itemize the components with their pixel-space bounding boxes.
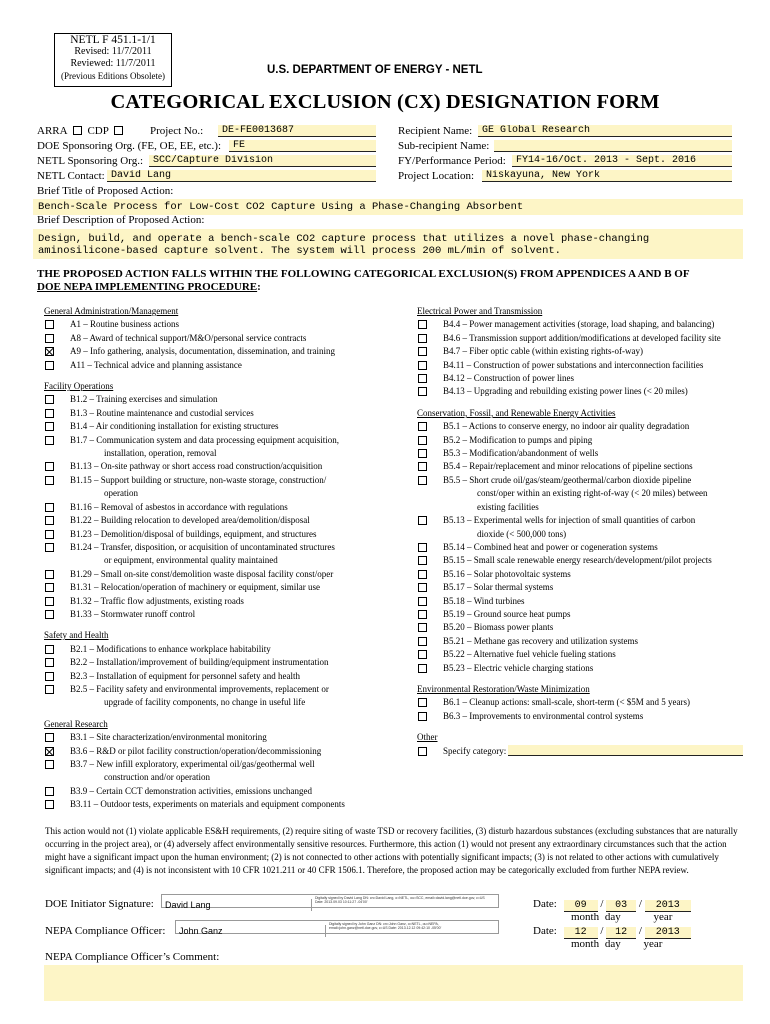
subrecipient-label: Sub-recipient Name: [398, 140, 490, 152]
cx-item [44, 745, 410, 758]
cx-item [44, 683, 410, 710]
cx-item [417, 359, 747, 372]
cx-item-label: B1.23 – Demolition/disposal of buildings, equipment, and structures [70, 528, 317, 539]
cx-checkbox[interactable] [418, 556, 427, 565]
cx-checkbox[interactable] [45, 597, 54, 606]
initiator-date-day[interactable]: 03 [606, 900, 636, 912]
cx-item-label: B5.2 – Modification to pumps and piping [443, 434, 593, 445]
initiator-sig-label: DOE Initiator Signature: [45, 898, 154, 910]
cx-item [417, 372, 747, 385]
cx-checkbox[interactable] [418, 476, 427, 485]
cx-item [417, 568, 747, 581]
cx-item [417, 608, 747, 621]
other-label: Specify category: [443, 745, 507, 756]
cx-checkbox[interactable] [418, 436, 427, 445]
cx-checkbox[interactable] [418, 361, 427, 370]
cx-item-label: B6.3 – Improvements to environmental control systems [443, 710, 644, 721]
date-slash: / [600, 898, 604, 910]
cx-item-label: B5.18 – Wind turbines [443, 595, 525, 606]
list-facility-ops [44, 393, 410, 621]
cx-item-label: B4.13 – Upgrading and rebuilding existing power lines (< 20 miles) [443, 386, 688, 397]
cx-item-label: B4.6 – Transmission support addition/modifications at developed facility site [443, 332, 721, 343]
date2-legend [571, 938, 662, 950]
cx-item [44, 656, 410, 669]
cx-item-continuation: upgrade of facility components, no change in useful life [104, 697, 306, 708]
cx-item-label: B3.6 – R&D or pilot facility construction/operation/decommissioning [70, 745, 322, 756]
fy-label: FY/Performance Period: [398, 155, 506, 167]
project-no-label: Project No.: [149, 125, 204, 137]
cx-checkbox[interactable] [45, 583, 54, 592]
cx-checkbox[interactable] [45, 422, 54, 431]
cx-checkbox[interactable] [45, 516, 54, 525]
cx-item-continuation: existing facilities [477, 501, 539, 512]
revised-date: Revised: 11/7/2011 [74, 46, 152, 57]
initiator-signature-meta: Digitally signed by David Lang DN: cn=David Lang, o=NETL, ou=SCC, email=david.lang@netl.doe.gov, c=US Date: 2013.09.03 10:11:27 -04'00' [315, 896, 485, 904]
year-caption: year [653, 911, 673, 923]
cx-checkbox[interactable] [418, 637, 427, 646]
comment-label: NEPA Compliance Officer’s Comment: [45, 951, 220, 963]
cx-heading-line2: DOE NEPA IMPLEMENTING PROCEDURE [37, 281, 258, 293]
initiator-date-label: Date: [533, 898, 557, 910]
cx-item [417, 460, 747, 473]
section-general-research: General Research [44, 718, 108, 729]
exclusion-statement: This action would not (1) violate applicable ES&H requirements, (2) require siting of waste TSD or recovery facilities, (3) disturb hazardous substances (excluding substances that are naturally occurring in the project area), or (4) adversely affect environmentally sensitive resources. Furthermore, this action (1) would not present any extraordinary circumstances such that the action might have a significant impact upon the human environment; (2) is not connected to other actions with potentially significant impacts; (3) is not related to other actions with cumulatively significant impacts; and (4) is not inconsistent with 10 CFR 1021.211 or 40 CFR 1506.1. Therefore, the proposed action may be categorically excluded from further NEPA review. [45, 826, 738, 875]
cx-item-label: B1.13 – On-site pathway or short access road construction/acquisition [70, 461, 323, 472]
cx-item-label: B4.4 – Power management activities (storage, load shaping, and balancing) [443, 319, 715, 330]
cx-item-continuation: const/oper within an existing right-of-way (< 20 miles) between [477, 488, 708, 499]
cx-item [417, 595, 747, 608]
location-label: Project Location: [398, 170, 475, 182]
cx-checkbox[interactable] [45, 334, 54, 343]
brief-desc-field[interactable]: Design, build, and operate a bench-scale CO2 capture process that utilizes a novel phase-changing aminosilicone-based capture solvent. The system will process 200 mL/min of solvent. [33, 229, 743, 259]
recipient-field[interactable]: GE Global Research [478, 125, 732, 137]
netl-contact-label: NETL Contact: [37, 170, 105, 182]
cx-item-label: A11 – Technical advice and planning assistance [70, 359, 242, 370]
location-field[interactable]: Niskayuna, New York [482, 170, 732, 182]
cx-item-label: B1.15 – Support building or structure, non-waste storage, construction/ [70, 474, 327, 485]
cx-item [417, 434, 747, 447]
cx-checkbox[interactable] [418, 320, 427, 329]
month-caption: month [571, 911, 600, 923]
right-column [417, 305, 747, 758]
cx-checkbox[interactable] [418, 422, 427, 431]
cx-item-continuation: or equipment, environmental quality maintained [104, 555, 278, 566]
netl-org-field[interactable]: SCC/Capture Division [149, 155, 376, 167]
cx-heading [37, 268, 690, 294]
list-electrical-power [417, 318, 747, 398]
left-column [44, 305, 410, 812]
cx-checkbox[interactable] [45, 747, 54, 756]
cx-item-label: B6.1 – Cleanup actions: small-scale, short-term (< $5M and 5 years) [443, 697, 691, 708]
cx-item-label: B1.7 – Communication system and data processing equipment acquisition, [70, 434, 339, 445]
cx-checkbox[interactable] [418, 583, 427, 592]
cx-checkbox[interactable] [45, 760, 54, 769]
cx-item-continuation: construction and/or operation [104, 772, 210, 783]
other-item [417, 745, 747, 758]
officer-date-row [533, 925, 691, 939]
cx-item-label: B2.3 – Installation of equipment for personnel safety and health [70, 670, 300, 681]
cx-item [44, 541, 410, 568]
cx-item-label: A1 – Routine business actions [70, 319, 179, 330]
cx-item-label: B5.3 – Modification/abandonment of wells [443, 448, 599, 459]
cx-item [417, 621, 747, 634]
cx-item-label: B2.5 – Facility safety and environmental improvements, replacement or [70, 683, 329, 694]
officer-signature-box[interactable] [175, 920, 499, 934]
cx-item [44, 581, 410, 594]
cx-item-label: B4.11 – Construction of power substations and interconnection facilities [443, 359, 704, 370]
initiator-date-month[interactable]: 09 [564, 900, 598, 912]
cdp-checkbox[interactable] [114, 126, 123, 135]
cx-checkbox[interactable] [45, 543, 54, 552]
cx-checkbox[interactable] [45, 685, 54, 694]
cx-item [44, 785, 410, 798]
cx-item [417, 385, 747, 398]
cx-item [44, 407, 410, 420]
officer-date-month[interactable]: 12 [564, 927, 598, 939]
section-electrical-power: Electrical Power and Transmission [417, 306, 543, 316]
cx-checkbox[interactable] [418, 543, 427, 552]
cx-checkbox[interactable] [45, 503, 54, 512]
netl-contact-field[interactable]: David Lang [107, 170, 376, 182]
cx-item-label: B3.1 – Site characterization/environmental monitoring [70, 732, 267, 743]
cx-item-label: B3.7 – New infill exploratory, experimental oil/gas/geothermal well [70, 759, 315, 769]
recipient-label: Recipient Name: [398, 125, 473, 137]
cx-item-label: B4.7 – Fiber optic cable (within existing rights-of-way) [443, 346, 643, 357]
cx-item-label: B1.22 – Building relocation to developed area/demolition/disposal [70, 515, 310, 526]
initiator-signature-name: David Lang [162, 899, 312, 911]
cx-item-label: B5.23 – Electric vehicle charging stations [443, 662, 594, 673]
initiator-signature-box[interactable] [161, 894, 499, 908]
cx-checkbox[interactable] [418, 597, 427, 606]
cx-item-label: B1.32 – Traffic flow adjustments, existing roads [70, 595, 244, 606]
agency-name: U.S. DEPARTMENT OF ENERGY - NETL [267, 64, 483, 76]
cx-item-label: B5.13 – Experimental wells for injection of small quantities of carbon [443, 515, 696, 526]
brief-title-label: Brief Title of Proposed Action: [37, 185, 174, 197]
cx-item [417, 662, 747, 675]
date1-legend [571, 911, 672, 923]
cx-item-label: B5.14 – Combined heat and power or cogeneration systems [443, 541, 658, 552]
cx-item [417, 420, 747, 433]
project-no-field[interactable]: DE-FE0013687 [218, 125, 376, 137]
list-environmental-restoration [417, 696, 747, 723]
cx-item-label: B5.22 – Alternative fuel vehicle fueling stations [443, 649, 616, 660]
arra-checkbox[interactable] [73, 126, 82, 135]
brief-desc-label: Brief Description of Proposed Action: [37, 214, 205, 226]
cx-checkbox[interactable] [418, 347, 427, 356]
cx-item [44, 460, 410, 473]
cx-item [44, 420, 410, 433]
list-general-admin [44, 318, 410, 372]
initiator-date-row [533, 898, 691, 912]
section-facility-ops: Facility Operations [44, 381, 114, 392]
subrecipient-field[interactable] [494, 140, 732, 152]
cx-item-label: B5.1 – Actions to conserve energy, no indoor air quality degradation [443, 421, 690, 432]
cx-checkbox[interactable] [45, 320, 54, 329]
cx-checkbox[interactable] [45, 570, 54, 579]
cx-heading-line1: THE PROPOSED ACTION FALLS WITHIN THE FOLLOWING CATEGORICAL EXCLUSION(S) FROM APPENDICES A AND B OF [37, 268, 690, 280]
cx-item-label: B1.31 – Relocation/operation of machinery or equipment, similar use [70, 582, 320, 593]
cx-item-label: B1.29 – Small on-site const/demolition waste disposal facility const/oper [70, 568, 334, 579]
brief-title-field[interactable]: Bench-Scale Process for Low-Cost CO2 Capture Using a Phase-Changing Absorbent [33, 199, 743, 215]
cx-item [44, 798, 410, 811]
form-id-box [54, 33, 172, 87]
list-general-research [44, 731, 410, 811]
cx-checkbox[interactable] [45, 436, 54, 445]
date-slash: / [638, 898, 642, 910]
cx-item [44, 643, 410, 656]
previous-editions-note: (Previous Editions Obsolete) [61, 71, 165, 81]
cx-checkbox[interactable] [418, 570, 427, 579]
cx-item-label: B5.16 – Solar photovoltaic systems [443, 568, 571, 579]
fy-field[interactable]: FY14-16/Oct. 2013 - Sept. 2016 [512, 155, 732, 167]
cx-item [417, 541, 747, 554]
cx-item [417, 648, 747, 661]
day-caption: day [604, 911, 621, 923]
section-other: Other [417, 732, 438, 743]
cx-item-label: B3.11 – Outdoor tests, experiments on materials and equipment components [70, 799, 345, 810]
cx-item [44, 568, 410, 581]
cx-checkbox[interactable] [45, 347, 54, 356]
cx-item-label: B5.21 – Methane gas recovery and utilization systems [443, 635, 638, 646]
cx-item [417, 581, 747, 594]
cx-item [44, 318, 410, 331]
cx-item-continuation: dioxide (< 500,000 tons) [477, 528, 567, 539]
cx-item [417, 345, 747, 358]
cx-item [44, 608, 410, 621]
other-checkbox[interactable] [418, 747, 427, 756]
cx-checkbox[interactable] [418, 516, 427, 525]
cx-item-label: B2.2 – Installation/improvement of building/equipment instrumentation [70, 657, 329, 668]
cx-heading-line2-wrap: DOE NEPA IMPLEMENTING PROCEDURE: [37, 281, 261, 293]
officer-signature-meta: Digitally signed by John Ganz DN: cn=John Ganz, o=NETL, ou=NEPA, email=john.ganz@netl.doe.gov, c=US Date: 2013.12.12 09:42:10 -05'00' [329, 922, 442, 930]
cx-checkbox[interactable] [418, 712, 427, 721]
date-slash: / [638, 925, 642, 937]
cx-checkbox[interactable] [45, 787, 54, 796]
cx-item [44, 359, 410, 372]
cx-checkbox[interactable] [418, 374, 427, 383]
section-environmental-restoration: Environmental Restoration/Waste Minimization [417, 683, 590, 694]
officer-date-year[interactable]: 2013 [645, 927, 691, 939]
cx-checkbox[interactable] [45, 610, 54, 619]
cx-item-continuation: installation, operation, removal [104, 448, 217, 459]
cx-item-label: B1.3 – Routine maintenance and custodial services [70, 407, 254, 418]
list-safety-health [44, 643, 410, 710]
cx-checkbox[interactable] [418, 387, 427, 396]
cx-item [417, 554, 747, 567]
officer-signature-name: John Ganz [176, 925, 326, 937]
cx-checkbox[interactable] [45, 645, 54, 654]
cdp-label: CDP [87, 125, 109, 137]
cx-item-label: B1.2 – Training exercises and simulation [70, 394, 218, 405]
cx-checkbox[interactable] [45, 672, 54, 681]
day-caption: day [604, 938, 621, 950]
cx-item [417, 318, 747, 331]
list-conservation-energy [417, 420, 747, 675]
cx-item [44, 670, 410, 683]
doe-org-field[interactable]: FE [229, 140, 376, 152]
cx-item-label: A9 – Info gathering, analysis, documentation, dissemination, and training [70, 346, 335, 357]
arra-row [37, 125, 203, 138]
cx-item-continuation: operation [104, 488, 138, 499]
doe-org-label: DOE Sponsoring Org. (FE, OE, EE, etc.): [37, 140, 222, 152]
cx-checkbox[interactable] [418, 650, 427, 659]
officer-date-label: Date: [533, 925, 557, 937]
cx-checkbox[interactable] [45, 733, 54, 742]
cx-item [417, 332, 747, 345]
cx-item-label: B5.20 – Biomass power plants [443, 622, 554, 633]
cx-item-label: B4.12 – Construction of power lines [443, 373, 574, 384]
cx-checkbox[interactable] [418, 449, 427, 458]
reviewed-date: Reviewed: 11/7/2011 [70, 58, 156, 69]
section-general-admin: General Administration/Management [44, 306, 179, 316]
cx-item-label: B2.1 – Modifications to enhance workplace habitability [70, 643, 271, 654]
netl-org-label: NETL Sponsoring Org.: [37, 155, 144, 167]
cx-item [417, 447, 747, 460]
cx-item [44, 474, 410, 501]
cx-item [417, 514, 747, 541]
cx-item [417, 696, 747, 709]
cx-item-label: B1.16 – Removal of asbestos in accordance with regulations [70, 501, 288, 512]
cx-item-label: B5.5 – Short crude oil/gas/steam/geothermal/carbon dioxide pipeline [443, 474, 692, 485]
cx-item [417, 635, 747, 648]
cx-item [44, 501, 410, 514]
year-caption: year [643, 938, 663, 950]
comment-field[interactable] [44, 965, 743, 1001]
cx-item [44, 528, 410, 541]
cx-item-label: B1.4 – Air conditioning installation for existing structures [70, 421, 279, 432]
section-safety-health: Safety and Health [44, 630, 109, 641]
cx-checkbox[interactable] [45, 476, 54, 485]
form-title: CATEGORICAL EXCLUSION (CX) DESIGNATION FORM [110, 91, 660, 113]
cx-checkbox[interactable] [45, 530, 54, 539]
section-conservation-energy: Conservation, Fossil, and Renewable Energy Activities [417, 407, 616, 418]
cx-item-label: B1.24 – Transfer, disposition, or acquisition of uncontaminated structures [70, 541, 335, 552]
cx-checkbox[interactable] [45, 395, 54, 404]
cx-checkbox[interactable] [418, 334, 427, 343]
cx-item-label: B5.4 – Repair/replacement and minor relocations of pipeline sections [443, 461, 693, 472]
cx-checkbox[interactable] [45, 462, 54, 471]
month-caption: month [571, 938, 600, 950]
cx-checkbox[interactable] [418, 664, 427, 673]
cx-item [44, 758, 410, 785]
cx-item-label: B5.15 – Small scale renewable energy research/development/pilot projects [443, 555, 712, 566]
cx-item [417, 710, 747, 723]
cx-item-label: B3.9 – Certain CCT demonstration activities, emissions unchanged [70, 785, 313, 796]
arra-label: ARRA [37, 125, 67, 137]
cx-item-label: B1.33 – Stormwater runoff control [70, 608, 196, 619]
cx-item [44, 514, 410, 527]
officer-date-day[interactable]: 12 [606, 927, 636, 939]
cx-item [44, 332, 410, 345]
cx-checkbox[interactable] [418, 623, 427, 632]
other-category-field[interactable] [508, 745, 743, 756]
initiator-date-year[interactable]: 2013 [645, 900, 691, 912]
cx-checkbox[interactable] [45, 658, 54, 667]
cx-item [417, 474, 747, 514]
cx-item [44, 595, 410, 608]
cx-checkbox[interactable] [418, 610, 427, 619]
cx-checkbox[interactable] [418, 462, 427, 471]
cx-item [44, 345, 410, 358]
cx-item [44, 434, 410, 461]
cx-item-label: A8 – Award of technical support/M&O/personal service contracts [70, 332, 307, 343]
cx-checkbox[interactable] [45, 361, 54, 370]
cx-item-label: B5.19 – Ground source heat pumps [443, 608, 571, 619]
cx-item [44, 393, 410, 406]
cx-checkbox[interactable] [45, 800, 54, 809]
cx-checkbox[interactable] [45, 409, 54, 418]
cx-checkbox[interactable] [418, 698, 427, 707]
form-number: NETL F 451.1-1/1 [70, 34, 156, 46]
cx-item [44, 731, 410, 744]
officer-sig-label: NEPA Compliance Officer: [45, 925, 166, 937]
date-slash: / [600, 925, 604, 937]
cx-item-label: B5.17 – Solar thermal systems [443, 582, 554, 593]
